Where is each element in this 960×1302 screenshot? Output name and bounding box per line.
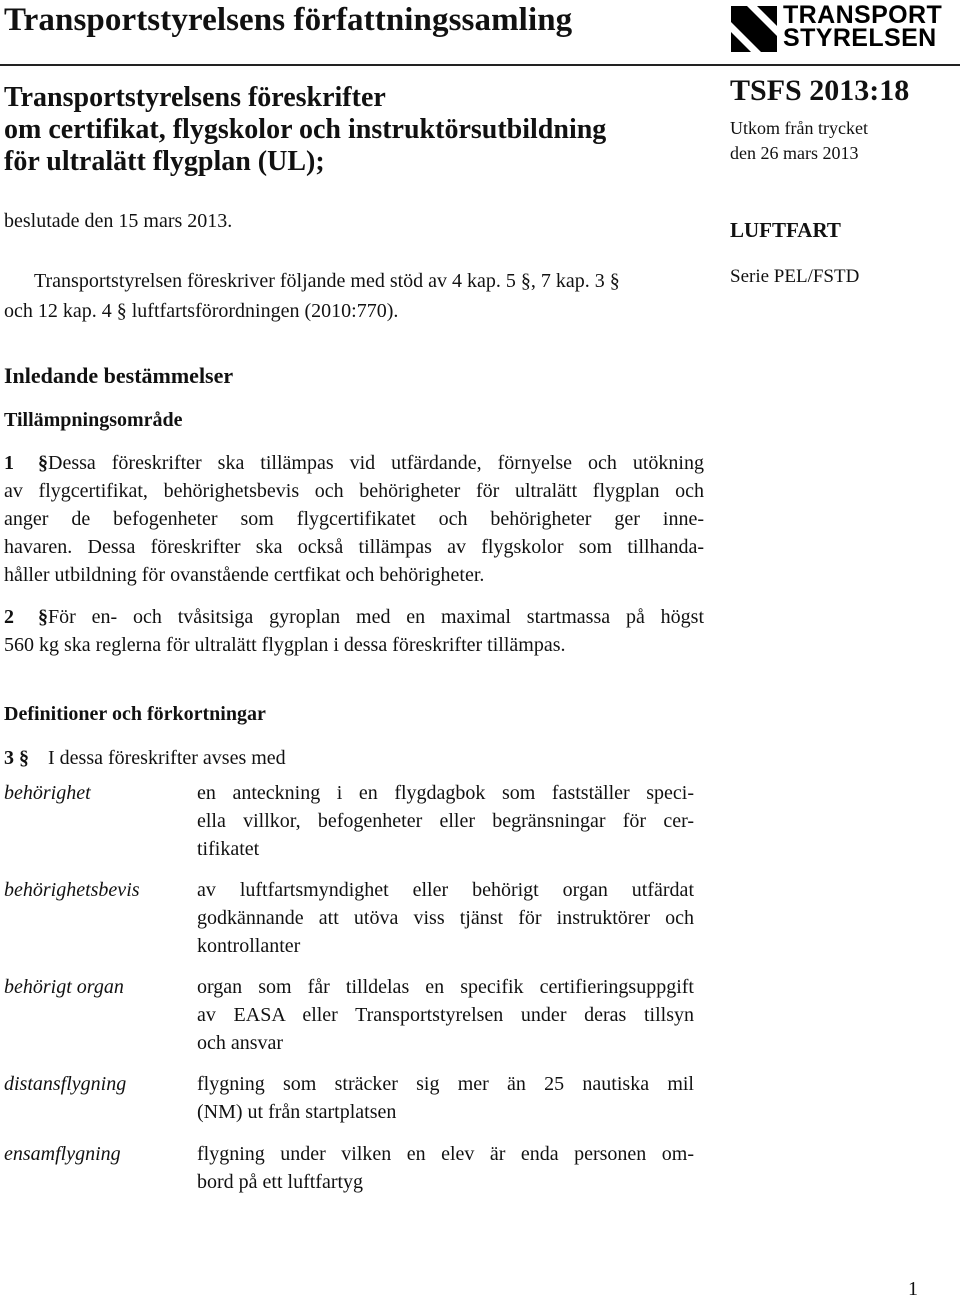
definition-term: ensamflygning [4,1143,121,1165]
definition-text [197,876,694,960]
paragraph-line: anger de befogenheter som flygcertifikatet och behörigheter ger inne- [4,508,704,530]
paragraph-line: För en- och tvåsitsiga gyroplan med en maximal startmassa på högst [48,606,704,628]
definition-entry [4,1070,704,1126]
paragraph-line: Dessa föreskrifter ska tillämpas vid utfärdande, förnyelse och utökning [48,452,704,474]
decision-date: beslutade den 15 mars 2013. [4,210,233,232]
paragraph-line: håller utbildning för ovanstående certfikat och behörigheter. [4,564,485,586]
definition-line: bord på ett luftfartyg [197,1171,364,1193]
definition-text [197,973,694,1057]
document-title-line: om certifikat, flygskolor och instruktörsutbildning [4,114,607,145]
logo-mark-icon [731,6,777,52]
preamble-line: och 12 kap. 4 § luftfartsförordningen (2010:770). [4,300,399,322]
paragraph-3 [4,744,704,772]
definition-entry [4,779,704,863]
preamble-line: Transportstyrelsen föreskriver följande med stöd av 4 kap. 5 §, 7 kap. 3 § [34,270,620,292]
definition-text [197,779,694,863]
publication-line: Utkom från trycket [730,118,868,138]
document-title-line: för ultralätt flygplan (UL); [4,146,325,177]
paragraph-1 [4,449,704,589]
definition-entry [4,1140,704,1196]
subsection-heading: Tillämpningsområde [4,409,183,431]
publication-date [730,116,868,166]
definition-line: kontrollanter [197,935,301,957]
section-heading: Inledande bestämmelser [4,363,234,388]
domain-label: LUFTFART [730,218,841,242]
series-title: Transportstyrelsens författningssamling [4,2,573,38]
section-heading: Definitioner och förkortningar [4,703,266,725]
document-title [4,82,606,178]
paragraph-number: 3 § [4,747,29,769]
definition-line: flygning som sträcker sig mer än 25 nautiska mil [197,1073,694,1095]
paragraph-number: 1 § [4,452,48,474]
document-title-line: Transportstyrelsens föreskrifter [4,82,386,113]
header-divider [0,64,960,66]
definition-text [197,1070,694,1126]
definition-line: av luftfartsmyndighet eller behörigt organ utfärdat [197,879,694,901]
preamble [4,266,704,326]
definition-term: behörighet [4,782,91,804]
definition-text [197,1140,694,1196]
logo-text-line1: TRANSPORT [783,1,943,29]
definition-term: behörighetsbevis [4,879,140,901]
definition-line: ella villkor, befogenheter eller begränsningar för cer- [197,810,694,832]
paragraph-line: I dessa föreskrifter avses med [48,747,286,769]
transportstyrelsen-logo [731,1,943,54]
definition-line: en anteckning i en flygdagbok som fastställer speci- [197,782,694,804]
paragraph-line: 560 kg ska reglerna för ultralätt flygplan i dessa föreskrifter tillämpas. [4,634,566,656]
definition-line: organ som får tilldelas en specifik certifieringsuppgift [197,976,694,998]
definition-line: (NM) ut från startplatsen [197,1101,397,1123]
definition-line: och ansvar [197,1032,284,1054]
definition-line: tifikatet [197,838,260,860]
definition-term: behörigt organ [4,976,124,998]
paragraph-line: havaren. Dessa föreskrifter ska också tillämpas av flygskolor som tillhanda- [4,536,704,558]
definition-line: flygning under vilken en elev är enda personen om- [197,1143,694,1165]
paragraph-line: av flygcertifikat, behörighetsbevis och behörigheter för ultralätt flygplan och [4,480,704,502]
page-number: 1 [908,1278,918,1300]
definition-term: distansflygning [4,1073,127,1095]
paragraph-2 [4,603,704,659]
series-label: Serie PEL/FSTD [730,266,860,287]
definition-entry [4,973,704,1057]
definition-line: av EASA eller Transportstyrelsen under deras tillsyn [197,1004,694,1026]
publication-line: den 26 mars 2013 [730,143,859,163]
logo-text-line2: STYRELSEN [783,24,937,52]
definition-line: godkännande att utöva viss tjänst för instruktörer och [197,907,694,929]
definition-entry [4,876,704,960]
document-number: TSFS 2013:18 [730,74,910,107]
paragraph-number: 2 § [4,606,48,628]
